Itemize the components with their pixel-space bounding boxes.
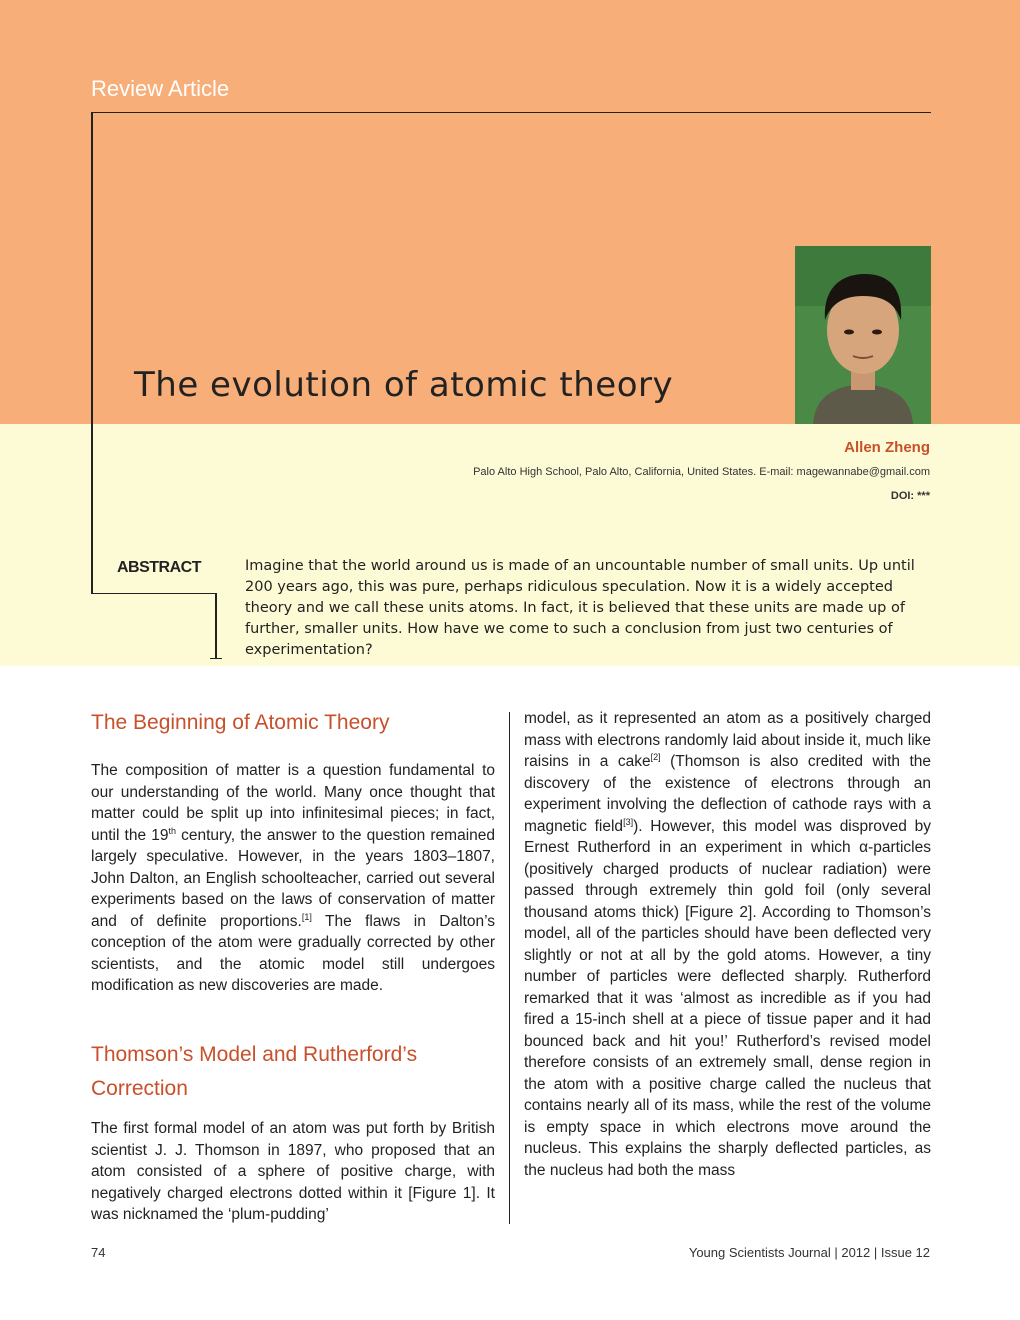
article-title: The evolution of atomic theory — [134, 365, 674, 405]
frame-line-right-vert — [215, 593, 217, 659]
frame-line-left-lower — [91, 424, 93, 594]
journal-footer: Young Scientists Journal | 2012 | Issue 12 — [688, 1245, 930, 1260]
abstract-text: Imagine that the world around us is made of an uncountable number of small units. Up until 200 years ago, this was pure, perhaps ridiculous speculation. Now it is a widely accepted theory and we call these units atoms. In fact, it is believed that these units are made up of further, smaller units. How have we come to such a conclusion from just two centuries of experimentation? — [245, 558, 915, 658]
frame-line-mid — [91, 593, 216, 594]
paragraph-thomson: The first formal model of an atom was put forth by British scientist J. J. Thomson in 1897, who proposed that an atom consisted of a sphere of positive charge, with negatively charged electrons dotted within it [Figure 1]. It was nicknamed the ‘plum-pudding’ — [91, 1120, 495, 1223]
frame-line-foot — [210, 658, 222, 659]
abstract-label: ABSTRACT — [117, 559, 201, 576]
heading-thomson — [91, 1038, 417, 1106]
doi: DOI: *** — [890, 490, 930, 502]
paragraph-right-column: model, as it represented an atom as a positively charged mass with electrons randomly laid about inside it, much like raisins in a cake[2] (Thomson is also credited with the discovery of the existence of electrons through an experiment involving the deflection of cathode rays with a magnetic field[3]). However, this model was disproved by Ernest Rutherford in an experiment in which α-particles (positively charged products of nuclear radiation) were passed through extremely thin gold foil (only several thousand atoms thick) [Figure 2]. According to Thomson’s model, all of the particles should have been deflected very slightly or not at all by the gold atoms. However, a tiny number of particles were deflected sharply. Rutherford remarked that it was ‘almost as incredible as if you had fired a 15-inch shell at a piece of tissue paper and it had bounced back and hit you!’ Rutherford’s revised model therefore consists of an extremely small, dense region in the atom with a positive charge called the nucleus that contains nearly all of its mass, while the rest of the volume is empty space in which electrons move around the nucleus. This explains the sharply deflected particles, as the nucleus had both the mass — [524, 710, 931, 1179]
author-name: Allen Zheng — [844, 439, 930, 456]
heading-beginning: The Beginning of Atomic Theory — [91, 711, 390, 734]
page-number: 74 — [91, 1245, 106, 1260]
heading-thomson-line1: Thomson’s Model and Rutherford’s — [91, 1043, 418, 1066]
heading-thomson-line2: Correction — [91, 1077, 188, 1100]
author-photo — [795, 246, 931, 424]
author-affiliation: Palo Alto High School, Palo Alto, California, United States. E-mail: magewannabe@gmail.com — [473, 466, 930, 478]
section-label: Review Article — [91, 76, 230, 101]
frame-line-left-upper — [91, 112, 93, 424]
frame-line-top — [91, 112, 931, 113]
paragraph-beginning: The composition of matter is a question fundamental to our understanding of the world. Many once thought that matter could be split up into infinitesimal pieces; in fact, until the 19th century, the answer to the question remained largely speculative. However, in the years 1803–1807, John Dalton, an English schoolteacher, carried out several experiments based on the laws of conservation of matter and of definite proportions.[1] The flaws in Dalton’s conception of the atom were gradually corrected by other scientists, and the atomic model still undergoes modification as new discoveries are made. — [91, 762, 495, 994]
column-divider — [509, 712, 510, 1224]
